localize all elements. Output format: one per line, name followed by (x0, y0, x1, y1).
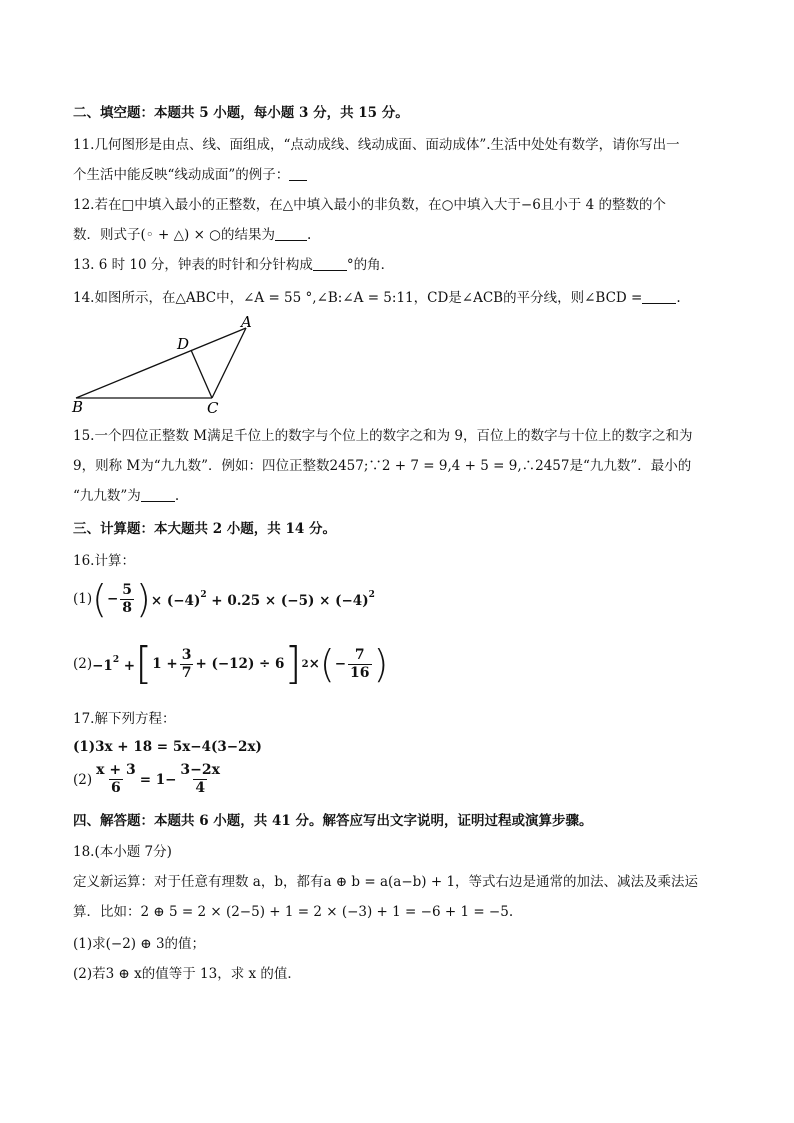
q15-line-3: “九九数”为 . (73, 488, 180, 504)
q17-part-2 (73, 762, 224, 797)
answer-blank (275, 227, 307, 241)
answer-blank (642, 290, 676, 304)
q12-line-1: 12.若在□中填入最小的正整数，在△中填入最小的非负数，在○中填入大于−6且小于 4 的整数的个 (73, 197, 666, 213)
q12-line-2: 数．则式子(◦ + △) × ○的结果为 . (73, 227, 312, 243)
q18-part-1: (1)求(−2) ⊕ 3的值； (73, 936, 206, 952)
q16-p2-label: (2) (73, 656, 93, 672)
q14: 14.如图所示，在△ABC中，∠A = 55 °,∠B:∠A = 5:11，CD是∠ACB的平分线，则∠BCD = . (73, 290, 681, 306)
fraction-denominator: 8 (122, 599, 133, 616)
answer-blank (289, 167, 307, 181)
label-c: C (207, 399, 219, 417)
q11-line-2-text: 个生活中能反映“线动成面”的例子： (73, 167, 290, 183)
fraction-denominator: 7 (181, 664, 192, 681)
q16-title: 16.计算： (73, 553, 135, 569)
line-ba (76, 328, 246, 398)
q18-line-2: 算．比如：2 ⊕ 5 = 2 × (2−5) + 1 = 2 × (−3) + 1 = −6 + 1 = −5. (73, 904, 514, 920)
q16-p1-label: (1) (73, 591, 93, 607)
answer-blank (313, 257, 347, 271)
section-4-heading: 四、解答题：本题共 6 小题，共 41 分。解答应写出文字说明，证明过程或演算步骤。 (73, 813, 593, 829)
q12-line-2-text: 数．则式子(◦ + △) × ○的结果为 (73, 227, 275, 243)
fraction-denominator: 6 (111, 780, 121, 796)
minus-sign: − (334, 656, 347, 672)
q15-line-1: 15.一个四位正整数 M满足千位上的数字与个位上的数字之和为 9，百位上的数字与十位上的数字之和为 (73, 428, 693, 444)
q16-part-1 (73, 577, 375, 621)
q13-text-post: °的角． (346, 257, 395, 273)
q11-line-2 (73, 166, 307, 184)
triangle-figure (70, 312, 270, 420)
q13 (73, 256, 394, 274)
fraction-denominator: 4 (195, 780, 206, 796)
paren-open: ( (319, 642, 335, 686)
fraction-numerator: 7 (354, 646, 365, 663)
section-2-heading: 二、填空题：本题共 5 小题，每小题 3 分，共 15 分。 (73, 105, 409, 121)
bracket-close: ] (284, 638, 302, 689)
q18-part-2: (2)若3 ⊕ x的值等于 13，求 x 的值． (73, 966, 301, 982)
q17-part-1: (1)3x + 18 = 5x−4(3−2x) (73, 739, 262, 755)
label-a: A (241, 313, 252, 331)
fraction-numerator: 3 (181, 646, 192, 663)
q14-text: 14.如图所示，在△ABC中，∠A = 55 °,∠B:∠A = 5:11，CD是∠ACB的平分线，则∠BCD = (73, 290, 643, 306)
answer-blank (141, 488, 175, 502)
times-sign: × (308, 656, 320, 672)
expr-inner-1: 1 + (152, 656, 178, 672)
expr-mid: = 1− (139, 771, 177, 788)
fraction (120, 582, 134, 617)
fraction (178, 762, 222, 797)
expr-pre: $-1^2$ + (92, 654, 136, 674)
q13-text-pre: 13. 6 时 10 分，钟表的时针和分针构成 (73, 257, 313, 273)
fraction (94, 762, 138, 797)
q11-line-1: 11.几何图形是由点、线、面组成，“点动成线、线动成面、面动成体”.生活中处处有数学，请你写出一 (73, 137, 680, 153)
fraction-numerator: 3−2x (180, 762, 220, 778)
q15-line-2: 9，则称 M为“九九数”．例如：四位正整数2457;∵2 + 7 = 9,4 + 5 = 9,∴2457是“九九数”．最小的 (73, 458, 692, 474)
fraction-numerator: x + 3 (96, 762, 136, 778)
expr-rest: × $(-4)^2 + 0.25 \times (-5) \times (-4)^2$ (150, 589, 375, 609)
bracket-open: [ (135, 638, 153, 689)
line-cd (191, 350, 212, 398)
fraction (180, 647, 194, 682)
bracket-exponent: 2 (301, 658, 309, 670)
expr-inner-2: + (−12) ÷ 6 (195, 656, 285, 672)
q18-title: 18.(本小题 7分) (73, 844, 172, 860)
paren-open: ( (92, 577, 107, 621)
q15-line-3-text: “九九数”为 (73, 488, 141, 504)
q16-part-2 (73, 638, 389, 689)
q17-title: 17.解下列方程： (73, 711, 176, 727)
label-d: D (177, 335, 190, 353)
q18-line-1: 定义新运算：对于任意有理数 a，b，都有a ⊕ b = a(a−b) + 1，等式右边是通常的加法、减法及乘法运 (73, 874, 699, 890)
paren-close: ) (136, 577, 151, 621)
fraction-numerator: 5 (122, 581, 133, 598)
section-3-heading: 三、计算题：本大题共 2 小题，共 14 分。 (73, 521, 336, 537)
q17-p2-label: (2) (73, 771, 93, 788)
fraction (348, 647, 371, 682)
line-ca (212, 328, 246, 398)
paren-close: ) (373, 642, 389, 686)
fraction-denominator: 16 (350, 664, 370, 681)
label-b: B (72, 398, 84, 416)
minus-sign: − (106, 591, 119, 607)
